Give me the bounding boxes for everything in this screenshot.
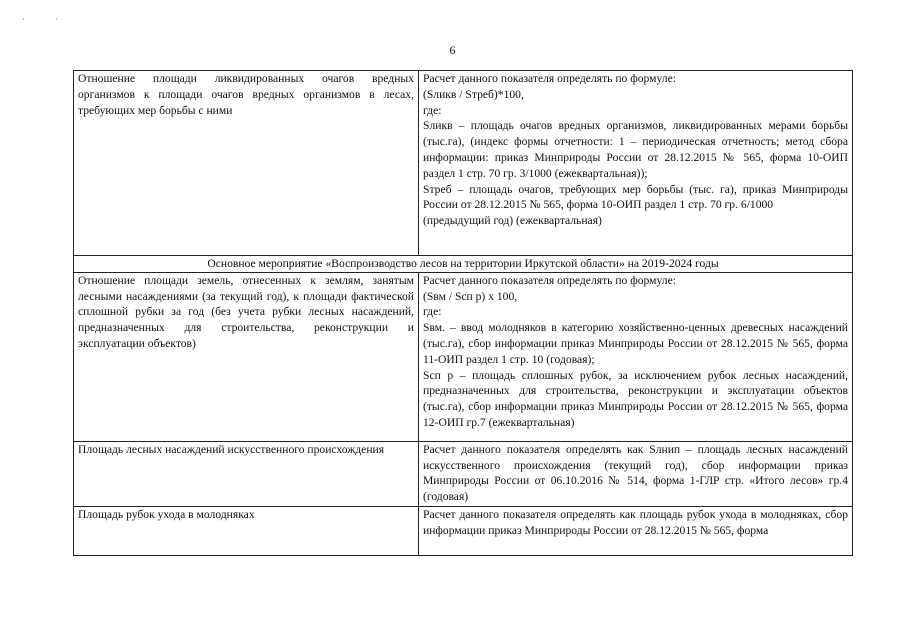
- table-row: [74, 71, 853, 256]
- section-header-row: [74, 256, 853, 273]
- calc-line: Расчет данного показателя определять по формуле:: [423, 72, 676, 85]
- calculation-method-cell: [419, 441, 853, 506]
- indicator-name-cell: Отношение площади ликвидированных очагов вредных организмов к площади очагов вредных организмов в лесах, требующих мер борьбы с ними: [74, 71, 419, 256]
- indicator-name-cell: Отношение площади земель, отнесенных к землям, занятым лесными насаждениями (за текущий год), к площади фактической сплошной рубки за год (без учета рубки лесных насаждений, предназначенных для строительства, реконструкции и эксплуатации объектов): [74, 272, 419, 441]
- calc-line: Расчет данного показателя определять как Sлнип – площадь лесных насаждений искусственного происхождения (текущий год), сбор информации приказ Минприроды России от 06.10.2016 № 514, форма 1-ГЛР стр. «Итого лесов» гр.4 (годовая): [423, 442, 848, 504]
- calculation-method-cell: [419, 506, 853, 555]
- indicators-table: [73, 70, 853, 556]
- calc-line: где:: [423, 305, 442, 319]
- definition-line: Sтреб – площадь очагов, требующих мер борьбы (тыс. га), приказ Минприроды России от 28.12.2015 № 565, форма 10-ОИП раздел 1 стр. 70 гр. 6/1000: [423, 182, 848, 212]
- calc-line: (предыдущий год) (ежеквартальная): [423, 214, 602, 228]
- calculation-method-cell: [419, 272, 853, 441]
- table-row: [74, 441, 853, 506]
- calc-line: Расчет данного показателя определять по формуле:: [423, 273, 676, 287]
- corner-marks: · ·: [22, 14, 73, 24]
- calc-line: где:: [423, 103, 442, 117]
- definition-line: Sликв – площадь очагов вредных организмов, ликвидированных мерами борьбы (тыс.га), (индекс формы отчетности: 1 – периодическая отчетность; метод сбора информации: приказ Минприроды России от 28.12.2015 № 565, форма 10-ОИП раздел 1 стр. 70 гр. 3/1000 (ежеквартальная));: [423, 119, 848, 180]
- indicator-name-cell: Площадь лесных насаждений искусственного происхождения: [74, 441, 419, 506]
- calc-line: Расчет данного показателя определять как площадь рубок ухода в молодняках, сбор информации приказ Минприроды России от 28.12.2015 № 565, форма: [423, 507, 848, 537]
- section-title: Основное мероприятие «Воспроизводство лесов на территории Иркутской области» на 2019-2024 годы: [74, 256, 853, 273]
- definition-line: Sвм. – ввод молодняков в категорию хозяйственно-ценных древесных насаждений (тыс.га), сбор информации приказ Минприроды России от 28.12.2015 № 565, форма 11-ОИП раздел 1 стр. 10 (годовая);: [423, 321, 848, 366]
- formula-line: (Sвм / Sсп р) х 100,: [423, 289, 518, 303]
- table-row: [74, 272, 853, 441]
- calculation-method-cell: [419, 71, 853, 256]
- table-row: [74, 506, 853, 555]
- page-number: 6: [449, 43, 456, 57]
- indicator-name-cell: Площадь рубок ухода в молодняках: [74, 506, 419, 555]
- formula-line: (Sликв / Sтреб)*100,: [423, 87, 524, 101]
- definition-line: Sсп р – площадь сплошных рубок, за исключением рубок лесных насаждений, предназначенных для строительства, реконструкции и эксплуатации объектов (тыс.га), сбор информации приказ Минприроды России от 28.12.2015 № 565, форма 12-ОИП гр.7 (ежеквартальная): [423, 368, 848, 429]
